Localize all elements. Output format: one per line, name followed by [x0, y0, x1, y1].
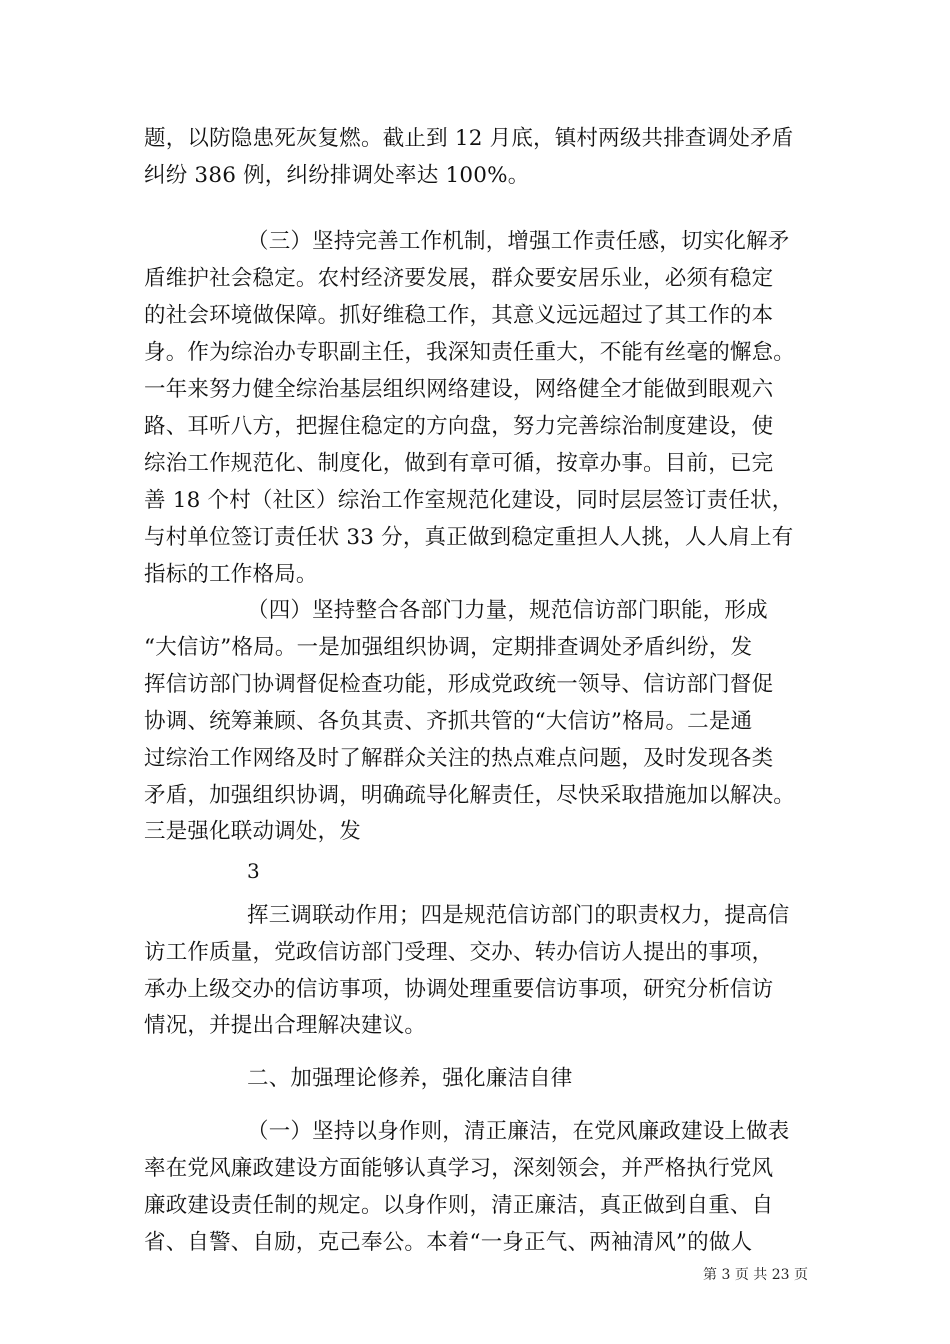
text-line: 题，以防隐患死灰复燃。截止到 12 月底，镇村两级共排查调处矛盾	[144, 126, 794, 151]
text-line: 的社会环境做保障。抓好维稳工作，其意义远远超过了其工作的本	[144, 303, 774, 328]
text-line: 综治工作规范化、制度化，做到有章可循，按章办事。目前，已完	[144, 451, 774, 476]
text-line: 廉政建设责任制的规定。以身作则，清正廉洁，真正做到自重、自	[144, 1193, 774, 1218]
paragraph-start-line: 挥三调联动作用；四是规范信访部门的职责权力，提高信	[247, 903, 790, 928]
text-line: 挥信访部门协调督促检查功能，形成党政统一领导、信访部门督促	[144, 672, 774, 697]
text-line: 协调、统筹兼顾、各负其责、齐抓共管的“大信访”格局。二是通	[144, 709, 753, 734]
page-number-inline: 3	[247, 859, 260, 883]
paragraph-start-line: （三）坚持完善工作机制，增强工作责任感，切实化解矛	[247, 229, 790, 254]
page-footer: 第 3 页 共 23 页	[703, 1267, 808, 1283]
paragraph-start-line: （一）坚持以身作则，清正廉洁，在党风廉政建设上做表	[247, 1119, 790, 1144]
text-line: 与村单位签订责任状 33 分，真正做到稳定重担人人挑，人人肩上有	[144, 525, 794, 550]
text-line: 盾维护社会稳定。农村经济要发展，群众要安居乐业，必须有稳定	[144, 266, 774, 291]
text-line: 指标的工作格局。	[144, 562, 318, 587]
text-line: 访工作质量，党政信访部门受理、交办、转办信访人提出的事项，	[144, 940, 774, 965]
text-line: 承办上级交办的信访事项，协调处理重要信访事项，研究分析信访	[144, 977, 774, 1002]
text-line: 路、耳听八方，把握住稳定的方向盘，努力完善综治制度建设，使	[144, 414, 774, 439]
text-line: “大信访”格局。一是加强组织协调，定期排查调处矛盾纠纷，发	[144, 635, 753, 660]
text-line: 身。作为综治办专职副主任，我深知责任重大，不能有丝毫的懈怠。	[144, 340, 796, 365]
text-line: 过综治工作网络及时了解群众关注的热点难点问题，及时发现各类	[144, 746, 774, 771]
text-line: 率在党风廉政建设方面能够认真学习，深刻领会，并严格执行党风	[144, 1156, 774, 1181]
text-line: 省、自警、自励，克己奉公。本着“一身正气、两袖清风”的做人	[144, 1230, 753, 1255]
paragraph-start-line: （四）坚持整合各部门力量，规范信访部门职能，形成	[247, 598, 768, 623]
text-line: 善 18 个村（社区）综治工作室规范化建设，同时层层签订责任状，	[144, 488, 794, 513]
section-heading: 二、加强理论修养，强化廉洁自律	[247, 1066, 573, 1091]
text-line: 三是强化联动调处，发	[144, 819, 362, 844]
text-line: 情况，并提出合理解决建议。	[144, 1013, 427, 1038]
text-line: 一年来努力健全综治基层组织网络建设，网络健全才能做到眼观六	[144, 377, 774, 402]
text-line: 纠纷 386 例，纠纷排调处率达 100%。	[144, 163, 530, 188]
text-line: 矛盾，加强组织协调，明确疏导化解责任，尽快采取措施加以解决。	[144, 783, 796, 808]
